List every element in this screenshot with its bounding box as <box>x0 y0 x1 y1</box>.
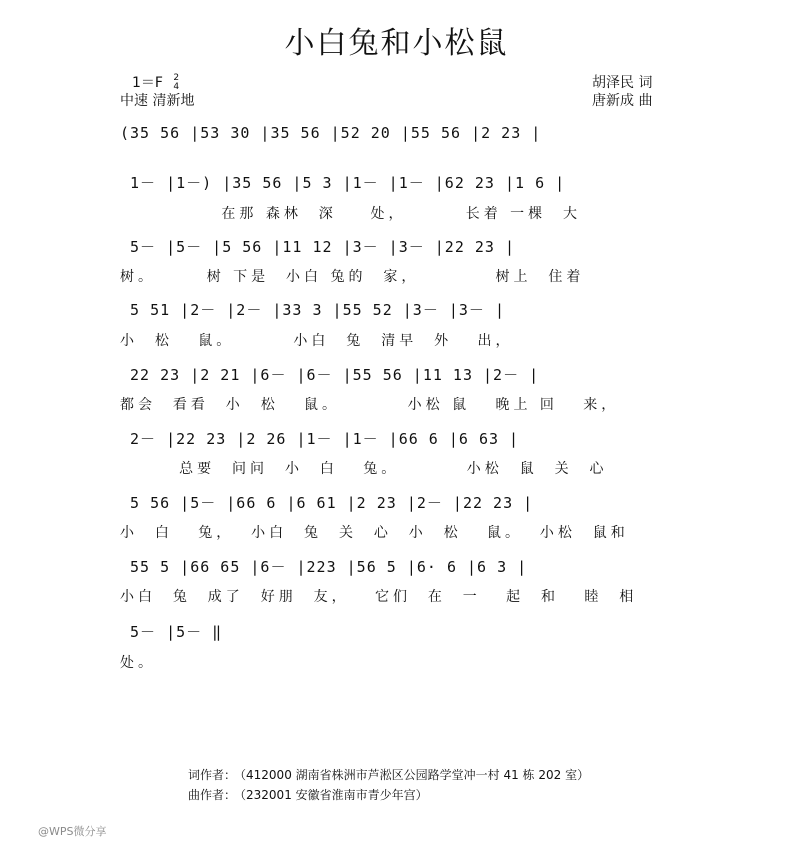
notation-row-7: 5 56 |5－ |66 6 |6 61 |2 23 |2－ |22 23 | <box>120 494 534 512</box>
lyric-row-4: 小 松 鼠。 小白 兔 清早 外 出， <box>120 333 514 349</box>
composer-address-label: 曲作者： <box>188 788 237 802</box>
lyricist-address-line <box>188 766 593 783</box>
lyricist-address-label: 词作者： <box>188 768 237 782</box>
lyric-row-6: 总要 问问 小 白 兔。 小松 鼠 关 心 <box>120 461 608 477</box>
lyric-row-8: 小白 兔 成了 好朋 友， 它们 在 一 起 和 睦 相 <box>120 589 638 605</box>
lyric-row-1 <box>120 150 680 170</box>
lyricist-credit: 胡泽民 词 <box>592 75 653 91</box>
key-label: 1＝F <box>132 75 163 91</box>
notation-row-8: 55 5 |66 65 |6－ |223 |56 5 |6· 6 |6 3 | <box>120 558 528 576</box>
notation-row-2: 1－ |1－) |35 56 |5 3 |1－ |1－ |62 23 |1 6 | <box>120 174 566 192</box>
lyric-row-3: 树。 树 下是 小白 兔的 家， 树上 住着 <box>120 269 585 285</box>
time-signature-bottom: 4 <box>173 82 180 92</box>
lyric-row-2: 在那 森林 深 处， 长着 一棵 大 <box>120 206 582 222</box>
lyric-row-5: 都会 看看 小 松 鼠。 小松 鼠 晚上 回 来， <box>120 397 620 413</box>
notation-row-6: 2－ |22 23 |2 26 |1－ |1－ |66 6 |6 63 | <box>120 430 520 448</box>
lyric-row-9: 处。 <box>120 655 156 671</box>
composer-address-line <box>188 786 432 803</box>
notation-row-9: 5－ |5－ ‖ <box>120 623 223 641</box>
wps-share-watermark: @WPS微分享 <box>38 825 107 838</box>
notation-row-3: 5－ |5－ |5 56 |11 12 |3－ |3－ |22 23 | <box>120 238 516 256</box>
time-signature-top: 2 <box>173 73 180 83</box>
notation-row-4: 5 51 |2－ |2－ |33 3 |55 52 |3－ |3－ | <box>120 301 505 319</box>
lyric-row-7: 小 白 兔， 小白 兔 关 心 小 松 鼠。 小松 鼠和 <box>120 525 629 541</box>
lyricist-address: （412000 湖南省株洲市芦淞区公园路学堂冲一村 41 栋 202 室） <box>240 768 590 782</box>
composer-credit: 唐新成 曲 <box>592 93 653 109</box>
composer-address: （232001 安徽省淮南市青少年宫） <box>240 788 428 802</box>
notation-row-1: (35 56 |53 30 |35 56 |52 20 |55 56 |2 23 | <box>120 124 542 142</box>
tempo-marking: 中速 清新地 <box>120 93 195 109</box>
notation-row-5: 22 23 |2 21 |6－ |6－ |55 56 |11 13 |2－ | <box>120 366 540 384</box>
key-signature <box>132 72 179 92</box>
song-title: 小白兔和小松鼠 <box>284 26 509 61</box>
